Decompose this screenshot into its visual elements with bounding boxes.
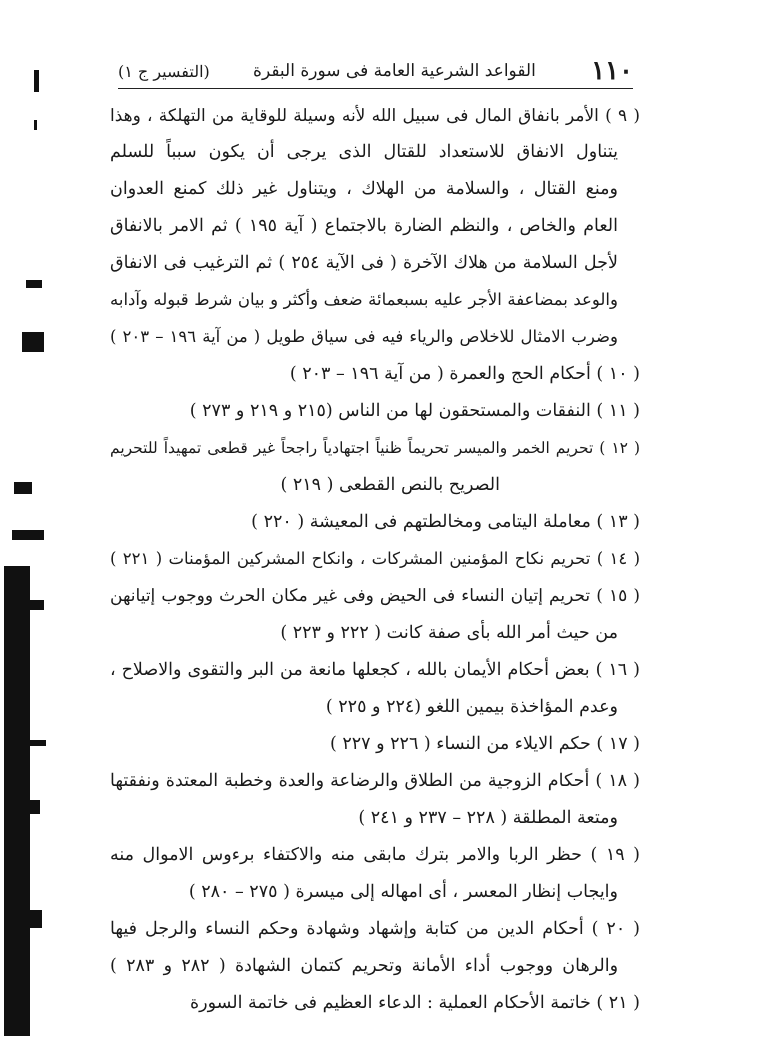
text-line: ومتعة المطلقة ( ٢٢٨ – ٢٣٧ و ٢٤١ ) [358,808,618,828]
text-line: يتناول الانفاق للاستعداد للقتال الذى يرجى أن يكون سبباً للسلم [110,142,618,162]
scan-mark [34,120,37,130]
text-line: والرهان ووجوب أداء الأمانة وتحريم كتمان الشهادة ( ٢٨٢ و ٢٨٣ ) [110,956,619,976]
running-title: القواعد الشرعية العامة فى سورة البقرة [253,61,536,81]
text-line: والوعد بمضاعفة الأجر عليه بسبعمائة ضعف وأكثر و بيان شرط قبوله وآدابه [110,290,618,309]
scan-mark [22,332,44,352]
page-header [118,54,633,89]
text-line: وايجاب إنظار المعسر ، أى امهاله إلى ميسرة ( ٢٧٥ – ٢٨٠ ) [188,882,618,902]
text-line: ( ١٩ ) حظر الربا والامر بترك مابقى منه والاكتفاء برءوس الاموال منه [110,845,641,865]
text-line: ( ٩ ) الأمر بانفاق المال فى سبيل الله لأنه وسيلة للوقاية من التهلكة ، وهذا [110,106,640,126]
text-line: الصريح بالنص القطعى ( ٢١٩ ) [280,475,500,495]
scan-mark [28,600,44,610]
scan-mark [34,70,39,92]
section-tag: (التفسير ج ١) [118,61,210,81]
page-number: ١١٠ [591,56,633,86]
text-line: ( ١٠ ) أحكام الحج والعمرة ( من آية ١٩٦ – ٢٠٣ ) [289,364,640,384]
scan-mark [26,280,42,288]
text-line: من حيث أمر الله بأى صفة كانت ( ٢٢٢ و ٢٢٣ ) [280,623,618,643]
text-line: ( ١٤ ) تحريم نكاح المؤمنين المشركات ، وانكاح المشركين المؤمنات ( ٢٢١ ) [110,549,641,568]
scan-mark [14,482,32,494]
text-line: لأجل السلامة من هلاك الآخرة ( فى الآية ٢٥٤ ) ثم الترغيب فى الانفاق [110,253,618,273]
text-line: ( ١٨ ) أحكام الزوجية من الطلاق والرضاعة والعدة وخطبة المعتدة ونفقتها [110,771,640,791]
text-line: ( ٢١ ) خاتمة الأحكام العملية : الدعاء العظيم فى خاتمة السورة [189,993,640,1013]
text-line: ( ١٦ ) بعض أحكام الأيمان بالله ، كجعلها مانعة من البر والتقوى والاصلاح ، [110,660,640,680]
text-line: ( ١٧ ) حكم الايلاء من النساء ( ٢٢٦ و ٢٢٧ ) [329,734,640,754]
scan-mark [28,910,42,928]
scan-mark [28,800,40,814]
text-line: ( ٢٠ ) أحكام الدين من كتابة وإشهاد وشهادة وحكم النساء والرجل فيها [110,919,641,939]
text-line: وضرب الامثال للاخلاص والرياء فيه فى سياق طويل ( من آية ١٩٦ – ٢٠٣ ) [110,327,619,346]
text-line: وعدم المؤاخذة بيمين اللغو (٢٢٤ و ٢٢٥ ) [325,697,618,717]
text-line: ( ١٢ ) تحريم الخمر والميسر تحريماً ظنياً اجتهادياً راجحاً غير قطعى تمهيداً للتحريم [110,439,640,457]
scan-mark [28,740,46,746]
text-line: ومنع القتال ، والسلامة من الهلاك ، ويتناول غير ذلك كمنع العدوان [110,179,618,199]
text-line: ( ١٣ ) معاملة اليتامى ومخالطتهم فى المعيشة ( ٢٢٠ ) [251,512,640,532]
text-line: ( ١٥ ) تحريم إتيان النساء فى الحيض وفى غير مكان الحرث ووجوب إتيانهن [110,586,640,606]
binding-shadow [4,566,30,1036]
text-line: العام والخاص ، والنظم الضارة بالاجتماع ( آية ١٩٥ ) ثم الامر بالانفاق [110,216,618,236]
text-line: ( ١١ ) النفقات والمستحقون لها من الناس (٢١٥ و ٢١٩ و ٢٧٣ ) [189,401,640,421]
scan-mark [12,530,44,540]
